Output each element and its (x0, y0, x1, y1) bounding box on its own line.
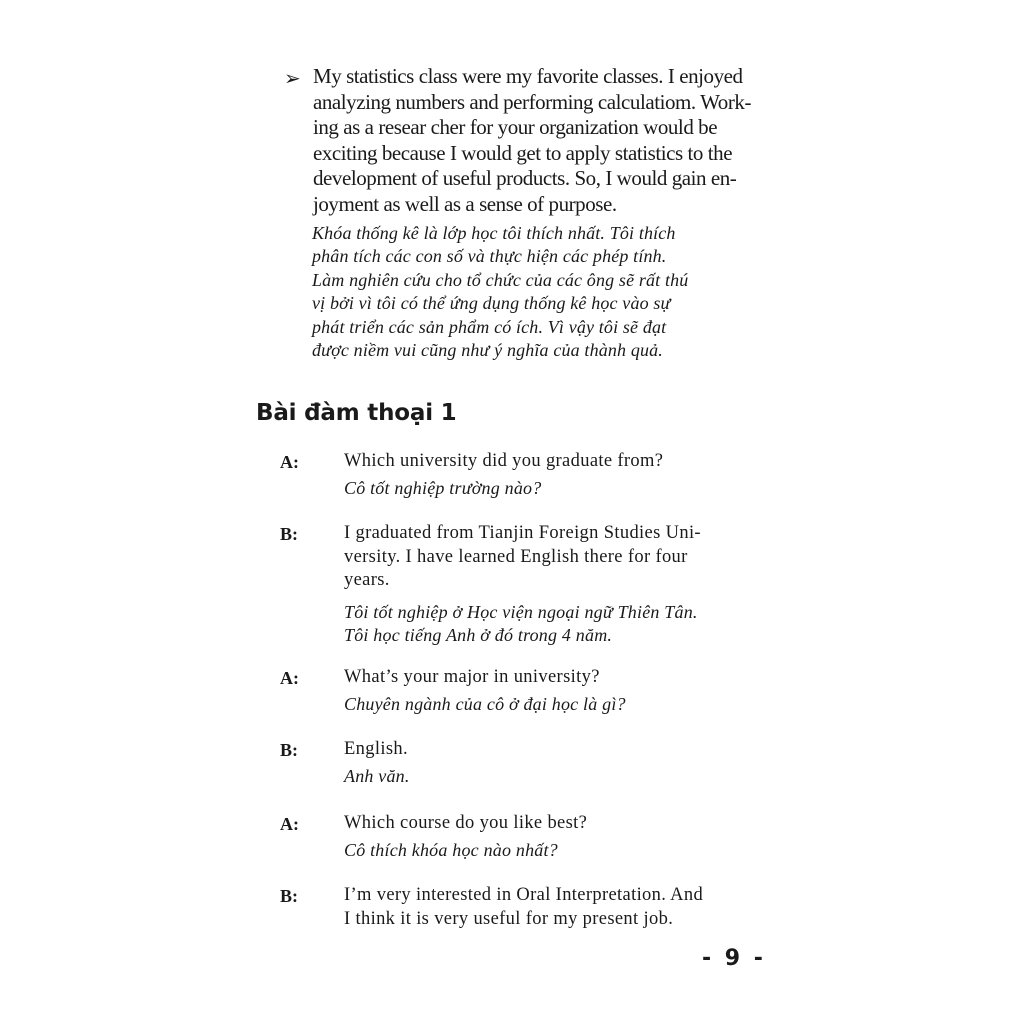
vietnamese-text (344, 839, 784, 863)
text-line: What’s your major in university? (344, 667, 600, 687)
english-text (344, 738, 784, 762)
vietnamese-text (344, 765, 784, 789)
text-line: ing as a resear cher for your organization would be (313, 115, 718, 140)
text-line: years. (344, 570, 390, 590)
text-line: Cô tốt nghiệp trường nào? (344, 477, 542, 498)
vietnamese-text (344, 601, 784, 648)
turn-body (344, 738, 784, 788)
text-line: exciting because I would get to apply statistics to the (313, 140, 733, 165)
intro-bullet-item (284, 64, 784, 363)
text-line: I think it is very useful for my present job. (344, 908, 674, 929)
text-line: Which course do you like best? (344, 813, 588, 833)
text-line: Chuyên ngành của cô ở đại học là gì? (344, 693, 626, 714)
speaker-label: B: (280, 740, 298, 760)
text-line: development of useful products. So, I would gain en- (313, 166, 737, 191)
turn-body (344, 812, 784, 862)
arrow-bullet-icon: ➢ (284, 68, 301, 90)
speaker-label: A: (280, 814, 299, 834)
page-number: - 9 - (702, 946, 766, 971)
speaker-label: A: (280, 668, 299, 688)
text-line: I’m very interested in Oral Interpretation. And (344, 885, 704, 905)
text-line: được niềm vui cũng như ý nghĩa của thành quả. (312, 340, 663, 361)
text-line: phân tích các con số và thực hiện các phép tính. (312, 246, 667, 267)
text-line: Which university did you graduate from? (344, 451, 664, 471)
text-line: Tôi tốt nghiệp ở Học viện ngoại ngữ Thiên Tân. (344, 601, 698, 622)
intro-english-paragraph (313, 64, 783, 218)
text-line: Làm nghiên cứu cho tổ chức của các ông sẽ rất thú (312, 269, 689, 290)
turn-body (344, 666, 784, 716)
english-text (344, 450, 784, 474)
text-line: analyzing numbers and performing calculatiom. Work- (313, 89, 751, 114)
text-line: versity. I have learned English there for four (344, 546, 688, 567)
text-line: English. (344, 739, 408, 759)
turn-body (344, 884, 784, 931)
vietnamese-text (344, 693, 784, 717)
english-text (344, 666, 784, 690)
text-line: joyment as well as a sense of purpose. (313, 191, 617, 216)
english-text (344, 884, 784, 931)
speaker-label: A: (280, 452, 299, 472)
turn-body (344, 522, 784, 648)
speaker-label: B: (280, 524, 298, 544)
text-line: Khóa thống kê là lớp học tôi thích nhất. Tôi thích (312, 222, 676, 243)
english-text (344, 812, 784, 836)
text-line: phát triển các sản phẩm có ích. Vì vậy tôi sẽ đạt (312, 316, 667, 337)
text-line: vị bởi vì tôi có thể ứng dụng thống kê học vào sự (312, 293, 671, 314)
section-heading: Bài đàm thoại 1 (256, 400, 457, 426)
text-line: I graduated from Tianjin Foreign Studies Uni- (344, 523, 701, 543)
text-line: Anh văn. (344, 765, 410, 786)
intro-vietnamese-translation (312, 222, 784, 363)
english-text (344, 522, 784, 593)
text-line: My statistics class were my favorite classes. I enjoyed (313, 64, 743, 88)
text-line: Tôi học tiếng Anh ở đó trong 4 năm. (344, 625, 613, 645)
turn-body (344, 450, 784, 500)
text-line: Cô thích khóa học nào nhất? (344, 839, 558, 860)
speaker-label: B: (280, 886, 298, 906)
vietnamese-text (344, 477, 784, 501)
